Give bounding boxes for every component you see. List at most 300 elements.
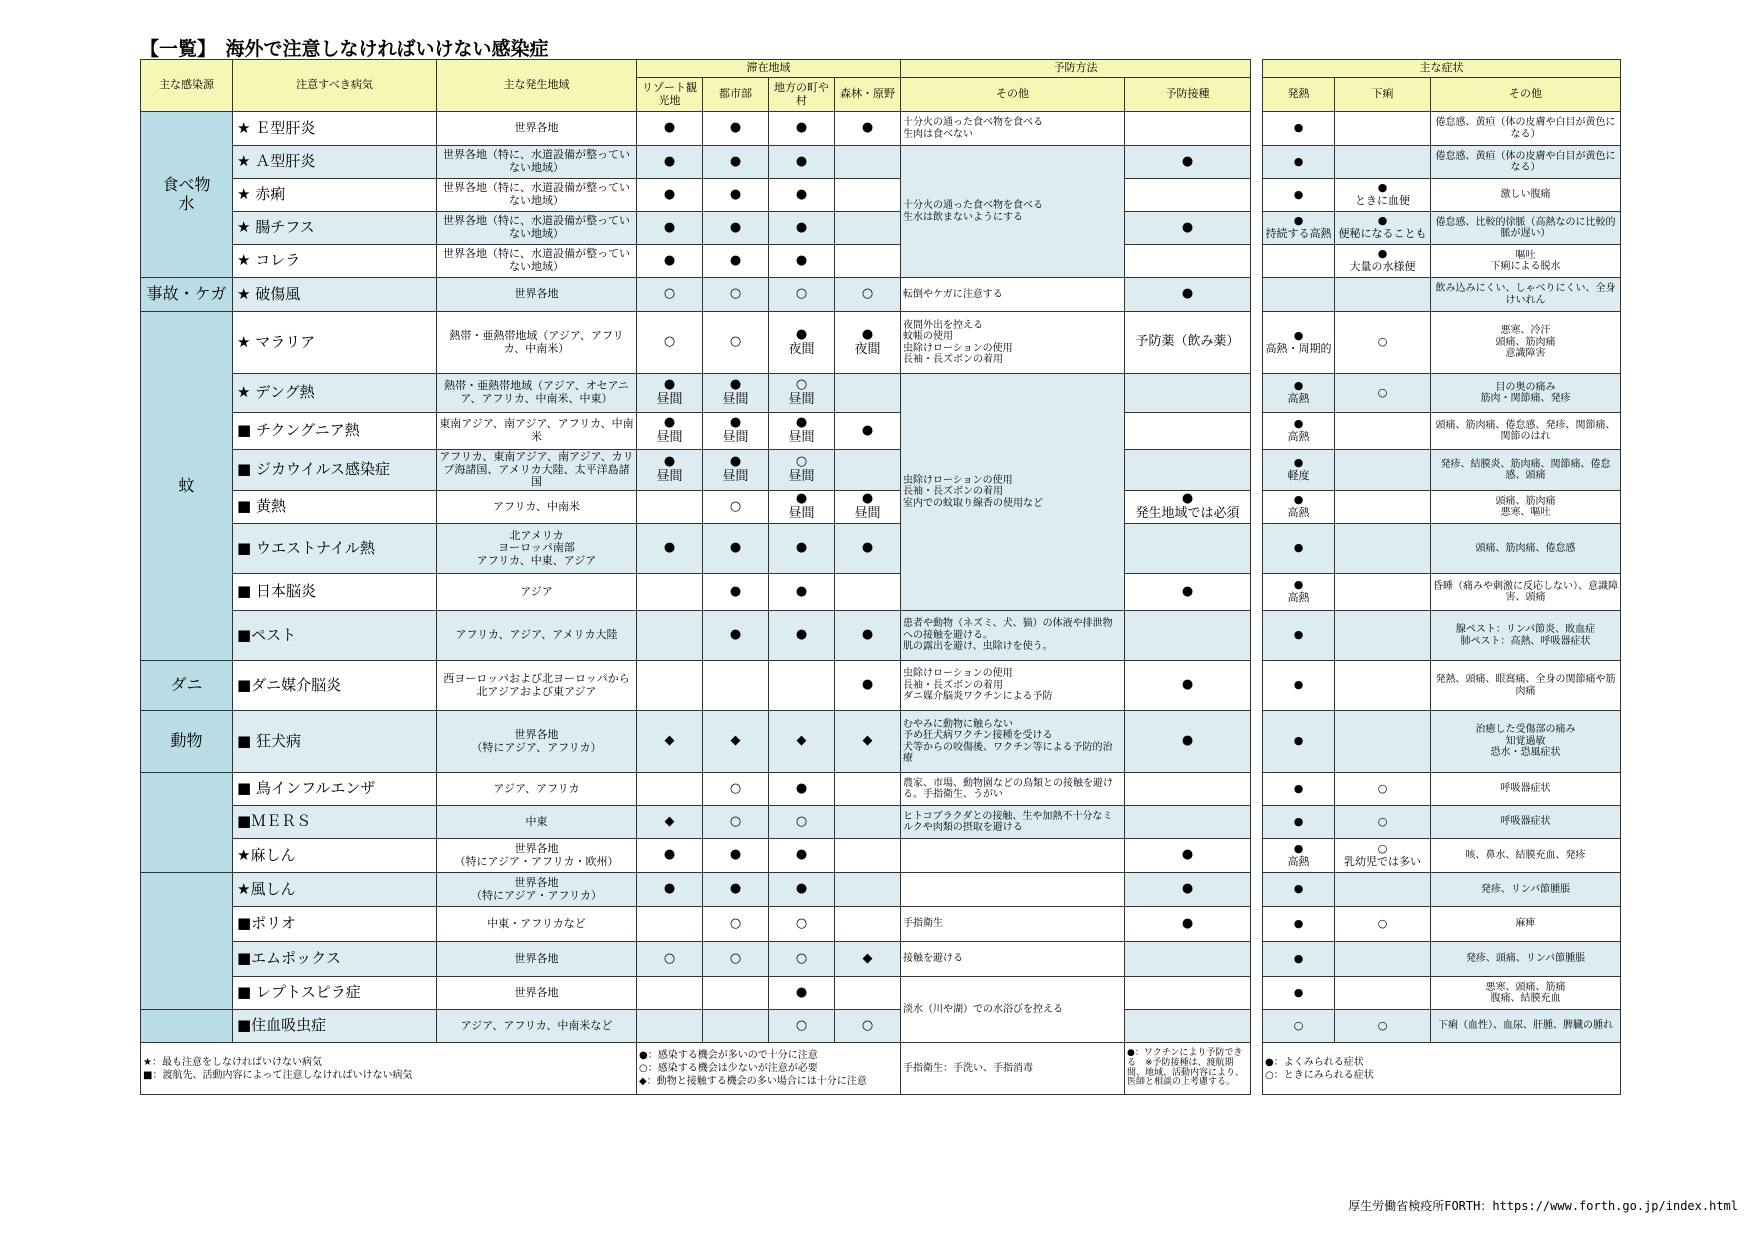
region-cell: アジア、アフリカ [437,773,637,806]
stay-mark: ○ [769,278,835,312]
stay-mark: ● [769,146,835,179]
stay-mark: ● 昼間 [703,374,769,413]
vaccine-mark [1125,112,1251,146]
table-row [141,146,1251,179]
source-category: 蚊 [141,312,233,661]
region-cell: アジア [437,574,637,611]
header-forest: 森林・原野 [835,78,901,112]
table-row [1263,773,1621,806]
stay-mark [637,611,703,661]
region-cell: 中東・アフリカなど [437,907,637,942]
vaccine-mark: ● [1125,711,1251,773]
table-row [1263,146,1621,179]
stay-mark [835,374,901,413]
region-cell: 世界各地（特に、水道設備が整っていない地域） [437,245,637,278]
stay-mark: ● [637,524,703,574]
symptom-other: 激しい腹痛 [1431,179,1621,212]
table-row [1263,413,1621,450]
stay-mark: ○ [703,942,769,977]
diarrhea-mark [1335,711,1431,773]
stay-mark: ● [703,112,769,146]
stay-mark: ○ 昼間 [769,374,835,413]
table-row [1263,450,1621,491]
region-cell: 東南アジア、南アジア、アフリカ、中南米 [437,413,637,450]
infection-table [140,59,1251,1095]
fever-mark: ● 高熱・周期的 [1263,312,1335,374]
fever-mark: ● [1263,806,1335,839]
fever-mark: ● 高熱 [1263,839,1335,873]
header-disease: 注意すべき病気 [233,60,437,112]
region-cell: 世界各地（特に、水道設備が整っていない地域） [437,146,637,179]
symptom-other: 頭痛、筋肉痛 悪寒、嘔吐 [1431,491,1621,524]
disease-name: ■ ウエストナイル熱 [233,524,437,574]
stay-mark: ● [637,146,703,179]
table-row [1263,1010,1621,1043]
fever-mark: ● [1263,524,1335,574]
table-row [141,278,1251,312]
stay-mark [637,907,703,942]
stay-mark: ◆ [637,806,703,839]
table-row [1263,661,1621,711]
vaccine-mark: ● [1125,907,1251,942]
stay-mark: ● [637,245,703,278]
diarrhea-mark [1335,278,1431,312]
stay-mark [637,977,703,1010]
table-row [1263,806,1621,839]
stay-mark: ● [769,574,835,611]
source-category: 食べ物 水 [141,112,233,278]
disease-name: ★ デング熱 [233,374,437,413]
fever-mark [1263,278,1335,312]
legend-disease: ★：最も注意をしなければいけない病気 ■：渡航先、活動内容によって注意しなければいけない病気 [141,1043,637,1095]
vaccine-mark [1125,413,1251,450]
table-row [1263,711,1621,773]
symptom-other: 倦怠感、黄疸（体の皮膚や白目が黄色になる） [1431,112,1621,146]
stay-mark: ● 昼間 [637,374,703,413]
vaccine-mark [1125,524,1251,574]
stay-mark [637,773,703,806]
diarrhea-mark [1335,524,1431,574]
prevention-other: 接触を避ける [901,942,1125,977]
disease-name: ★ 破傷風 [233,278,437,312]
disease-name: ★麻しん [233,839,437,873]
table-row [141,112,1251,146]
header-region: 主な発生地域 [437,60,637,112]
stay-mark: ◆ [769,711,835,773]
fever-mark: ● [1263,907,1335,942]
stay-mark: ● [637,839,703,873]
stay-mark: ● 昼間 [703,413,769,450]
vaccine-mark: 予防薬（飲み薬） [1125,312,1251,374]
diarrhea-mark: ● 大量の水様便 [1335,245,1431,278]
stay-mark: ● [769,212,835,245]
stay-mark [703,977,769,1010]
stay-mark: ○ [769,806,835,839]
table-row [141,977,1251,1010]
table-row [141,773,1251,806]
vaccine-mark [1125,450,1251,491]
table-row [1263,839,1621,873]
disease-name: ■ポリオ [233,907,437,942]
symptom-other: 発疹、リンパ節腫脹 [1431,873,1621,907]
table-row [1263,942,1621,977]
symptom-other: 悪寒、冷汗 頭痛、筋肉痛 意識障害 [1431,312,1621,374]
stay-mark: ● 昼間 [835,491,901,524]
stay-mark: ● [835,413,901,450]
disease-name: ■エムポックス [233,942,437,977]
source-category: 動物 [141,711,233,773]
table-row [141,312,1251,374]
fever-mark [1263,245,1335,278]
stay-mark: ● 夜間 [769,312,835,374]
stay-mark [637,491,703,524]
table-row [141,661,1251,711]
disease-name: ★ 腸チフス [233,212,437,245]
stay-mark: ● [703,146,769,179]
region-cell: 世界各地（特に、水道設備が整っていない地域） [437,179,637,212]
header-fever: 発熱 [1263,78,1335,112]
disease-name: ■ダニ媒介脳炎 [233,661,437,711]
disease-name: ■ 鳥インフルエンザ [233,773,437,806]
stay-mark [835,450,901,491]
symptom-other: 麻痺 [1431,907,1621,942]
table-row [141,611,1251,661]
stay-mark: ● [703,611,769,661]
header-local: 地方の町や村 [769,78,835,112]
diarrhea-mark: ○ 乳幼児では多い [1335,839,1431,873]
stay-mark [769,661,835,711]
region-cell: 中東 [437,806,637,839]
stay-mark: ○ [703,278,769,312]
diarrhea-mark: ○ [1335,907,1431,942]
table-row [141,873,1251,907]
prevention-other [901,839,1125,873]
stay-mark: ● [835,524,901,574]
diarrhea-mark [1335,661,1431,711]
region-cell: 世界各地 [437,977,637,1010]
header-sym-other: その他 [1431,78,1621,112]
stay-mark: ● [703,873,769,907]
table-row [1263,907,1621,942]
prevention-other: 虫除けローションの使用 長袖・長ズボンの着用 室内での蚊取り線香の使用など [901,374,1125,611]
stay-mark: ○ [835,278,901,312]
vaccine-mark [1125,806,1251,839]
table-row [1263,977,1621,1010]
symptom-other: 呼吸器症状 [1431,773,1621,806]
prevention-other [901,873,1125,907]
diarrhea-mark [1335,413,1431,450]
stay-mark: ○ [703,312,769,374]
region-cell: 世界各地 （特にアジア・アフリカ・欧州） [437,839,637,873]
symptom-other: 嘔吐 下痢による脱水 [1431,245,1621,278]
stay-mark: ● 夜間 [835,312,901,374]
stay-mark: ◆ [703,711,769,773]
fever-mark: ● [1263,112,1335,146]
vaccine-mark: ● [1125,146,1251,179]
stay-mark [637,1010,703,1043]
fever-mark: ● 高熱 [1263,374,1335,413]
table-row [1263,611,1621,661]
page-title: 【一覧】 海外で注意しなければいけない感染症 [140,38,549,60]
table-row [141,806,1251,839]
region-cell: 北アメリカ ヨーロッパ南部 アフリカ、中東、アジア [437,524,637,574]
symptom-other: 目の奥の痛み 筋肉・関節痛、発疹 [1431,374,1621,413]
stay-mark: ● [835,661,901,711]
diarrhea-mark [1335,574,1431,611]
prevention-other: 手指衛生 [901,907,1125,942]
vaccine-mark: ● [1125,212,1251,245]
fever-mark: ● [1263,873,1335,907]
stay-mark [637,574,703,611]
region-cell: 世界各地 [437,112,637,146]
diarrhea-mark [1335,611,1431,661]
table-row [141,942,1251,977]
header-stay: 滞在地域 [637,60,901,78]
table-row [1263,278,1621,312]
disease-name: ■ ジカウイルス感染症 [233,450,437,491]
footer-source: 厚生労働省検疫所FORTH：https://www.forth.go.jp/index.html [1348,1199,1738,1213]
symptom-other: 頭痛、筋肉痛、倦怠感 [1431,524,1621,574]
symptom-other: 悪寒、頭痛、筋痛 腹痛、結膜充血 [1431,977,1621,1010]
table-row [141,907,1251,942]
symptoms-table [1262,59,1621,1095]
fever-mark: ● 軽度 [1263,450,1335,491]
stay-mark: ● [703,179,769,212]
diarrhea-mark: ○ [1335,312,1431,374]
table-row [1263,374,1621,413]
fever-mark: ● [1263,942,1335,977]
disease-name: ★風しん [233,873,437,907]
fever-mark: ● [1263,661,1335,711]
stay-mark [835,839,901,873]
symptom-other: 発疹、結膜炎、筋肉痛、関節痛、倦怠感、頭痛 [1431,450,1621,491]
stay-mark: ● [769,245,835,278]
vaccine-mark [1125,773,1251,806]
fever-mark: ● 高熱 [1263,491,1335,524]
stay-mark: ○ 昼間 [769,450,835,491]
fever-mark: ● [1263,977,1335,1010]
fever-mark: ● [1263,773,1335,806]
stay-mark: ● [769,112,835,146]
diarrhea-mark [1335,450,1431,491]
diarrhea-mark [1335,491,1431,524]
disease-name: ■ 日本脳炎 [233,574,437,611]
stay-mark [835,806,901,839]
stay-mark: ○ [637,278,703,312]
stay-mark: ● [769,524,835,574]
source-category [141,1010,233,1043]
table-row [1263,312,1621,374]
vaccine-mark [1125,1010,1251,1043]
fever-mark: ● [1263,711,1335,773]
disease-name: ■ チクングニア熱 [233,413,437,450]
fever-mark: ● [1263,611,1335,661]
table-row [141,839,1251,873]
table-row [1263,574,1621,611]
header-diarrhea: 下痢 [1335,78,1431,112]
legend-vaccine: ●：ワクチンにより予防できる ※予防接種は、渡航期間、地域、活動内容により、医師と相談の上考慮する。 [1125,1043,1251,1095]
region-cell: 世界各地（特に、水道設備が整っていない地域） [437,212,637,245]
diarrhea-mark: ○ [1335,1010,1431,1043]
region-cell: アフリカ、アジア、アメリカ大陸 [437,611,637,661]
stay-mark [835,574,901,611]
source-category: 事故・ケガ [141,278,233,312]
stay-mark: ○ [769,1010,835,1043]
symptom-other: 倦怠感、比較的徐脈（高熱なのに比較的脈が遅い） [1431,212,1621,245]
diarrhea-mark [1335,146,1431,179]
symptom-other: 飲み込みにくい、しゃべりにくい、全身けいれん [1431,278,1621,312]
header-source: 主な感染源 [141,60,233,112]
stay-mark: ● [637,212,703,245]
diarrhea-mark: ● 便秘になることも [1335,212,1431,245]
diarrhea-mark: ○ [1335,806,1431,839]
stay-mark: ● 昼間 [637,450,703,491]
vaccine-mark [1125,245,1251,278]
stay-mark: ● [703,839,769,873]
fever-mark: ● 高熱 [1263,413,1335,450]
disease-name: ■ レプトスピラ症 [233,977,437,1010]
table-row [141,374,1251,413]
vaccine-mark: ● [1125,278,1251,312]
source-category [141,773,233,873]
header-vaccine: 予防接種 [1125,78,1251,112]
table-row [1263,524,1621,574]
stay-mark: ◆ [835,711,901,773]
header-city: 都市部 [703,78,769,112]
legend-symptoms: ●：よくみられる症状 ○：ときにみられる症状 [1263,1043,1621,1095]
table-row [141,711,1251,773]
prevention-other: むやみに動物に触らない 予め狂犬病ワクチン接種を受ける 犬等からの咬傷後、ワクチン等による予防的治療 [901,711,1125,773]
diarrhea-mark: ● ときに血便 [1335,179,1431,212]
stay-mark: ◆ [637,711,703,773]
symptom-other: 頭痛、筋肉痛、倦怠感、発疹、関節痛、関節のはれ [1431,413,1621,450]
stay-mark: ● 昼間 [703,450,769,491]
stay-mark [835,907,901,942]
diarrhea-mark [1335,873,1431,907]
symptom-other: 腺ペスト：リンパ節炎、敗血症 肺ペスト：高熱、呼吸器症状 [1431,611,1621,661]
stay-mark: ○ [835,1010,901,1043]
prevention-other: 夜間外出を控える 蚊帳の使用 虫除けローションの使用 長袖・長ズボンの着用 [901,312,1125,374]
disease-name: ★ コレラ [233,245,437,278]
vaccine-mark: ● [1125,574,1251,611]
legend-prevention: 手指衛生：手洗い、手指消毒 [901,1043,1125,1095]
symptom-other: 下痢（血性）、血尿、肝腫、脾臓の腫れ [1431,1010,1621,1043]
stay-mark: ○ [769,907,835,942]
stay-mark: ● [835,611,901,661]
vaccine-mark: ● [1125,873,1251,907]
table-row [1263,873,1621,907]
table-row [1263,491,1621,524]
symptom-other: 呼吸器症状 [1431,806,1621,839]
vaccine-mark: ● 発生地域では必須 [1125,491,1251,524]
region-cell: 世界各地 （特にアジア・アフリカ） [437,873,637,907]
symptom-other: 昏睡（痛みや刺激に反応しない）、意識障害、頭痛 [1431,574,1621,611]
vaccine-mark [1125,179,1251,212]
stay-mark: ● [769,873,835,907]
diarrhea-mark: ○ [1335,773,1431,806]
vaccine-mark [1125,611,1251,661]
stay-mark: ● [769,977,835,1010]
stay-mark: ● [769,839,835,873]
stay-mark [835,977,901,1010]
disease-name: ■ 黄熱 [233,491,437,524]
stay-mark [835,773,901,806]
stay-mark [835,212,901,245]
stay-mark: ○ [637,942,703,977]
source-category [141,873,233,1010]
stay-mark [703,661,769,711]
symptom-other: 発疹、頭痛、リンパ節腫脹 [1431,942,1621,977]
stay-mark: ○ [703,491,769,524]
stay-mark: ● [703,245,769,278]
prevention-other: 転倒やケガに注意する [901,278,1125,312]
disease-name: ■ 狂犬病 [233,711,437,773]
vaccine-mark [1125,977,1251,1010]
stay-mark: ● [769,611,835,661]
stay-mark: ○ [637,312,703,374]
stay-mark: ● [769,773,835,806]
disease-name: ■ＭＥＲＳ [233,806,437,839]
stay-mark: ● [703,574,769,611]
stay-mark [835,873,901,907]
prevention-other: 患者や動物（ネズミ、犬、猫）の体液や排泄物への接触を避ける。 肌の露出を避け、虫除けを使う。 [901,611,1125,661]
stay-mark: ○ [769,942,835,977]
stay-mark [835,179,901,212]
stay-mark: ● [637,112,703,146]
stay-mark [703,1010,769,1043]
fever-mark: ○ [1263,1010,1335,1043]
stay-mark: ◆ [835,942,901,977]
fever-mark: ● 持続する高熱 [1263,212,1335,245]
stay-mark [637,661,703,711]
fever-mark: ● [1263,146,1335,179]
source-category: ダニ [141,661,233,711]
region-cell: アフリカ、中南米 [437,491,637,524]
stay-mark: ● [835,112,901,146]
prevention-other: 十分火の通った食べ物を食べる 生水は飲まないようにする [901,146,1125,278]
legend-stay: ●：感染する機会が多いので十分に注意 ○：感染する機会は少ないが注意が必要 ◆：動物と接触する機会の多い場合には十分に注意 [637,1043,901,1095]
header-resort: リゾート観光地 [637,78,703,112]
prevention-other: 十分火の通った食べ物を食べる 生肉は食べない [901,112,1125,146]
vaccine-mark: ● [1125,661,1251,711]
stay-mark: ○ [703,907,769,942]
stay-mark: ● 昼間 [637,413,703,450]
header-symptoms: 主な症状 [1263,60,1621,78]
stay-mark: ● [637,873,703,907]
stay-mark: ○ [703,806,769,839]
region-cell: 熱帯・亜熱帯地域（アジア、アフリカ、中南米） [437,312,637,374]
stay-mark: ● [769,179,835,212]
disease-name: ★ 赤痢 [233,179,437,212]
symptom-other: 倦怠感、黄疸（体の皮膚や白目が黄色になる） [1431,146,1621,179]
diarrhea-mark [1335,942,1431,977]
stay-mark: ● 昼間 [769,491,835,524]
stay-mark: ● [703,212,769,245]
symptom-other: 咳、鼻水、結膜充血、発疹 [1431,839,1621,873]
stay-mark: ○ [703,773,769,806]
header-prev-other: その他 [901,78,1125,112]
region-cell: 世界各地 [437,278,637,312]
diarrhea-mark [1335,977,1431,1010]
disease-name: ★ Ｅ型肝炎 [233,112,437,146]
vaccine-mark [1125,374,1251,413]
table-row [1263,112,1621,146]
table-row [1263,212,1621,245]
symptom-other: 発熱、頭痛、眼窩痛、全身の関節痛や筋肉痛 [1431,661,1621,711]
diarrhea-mark: ○ [1335,374,1431,413]
table-row [1263,179,1621,212]
stay-mark: ● [703,524,769,574]
